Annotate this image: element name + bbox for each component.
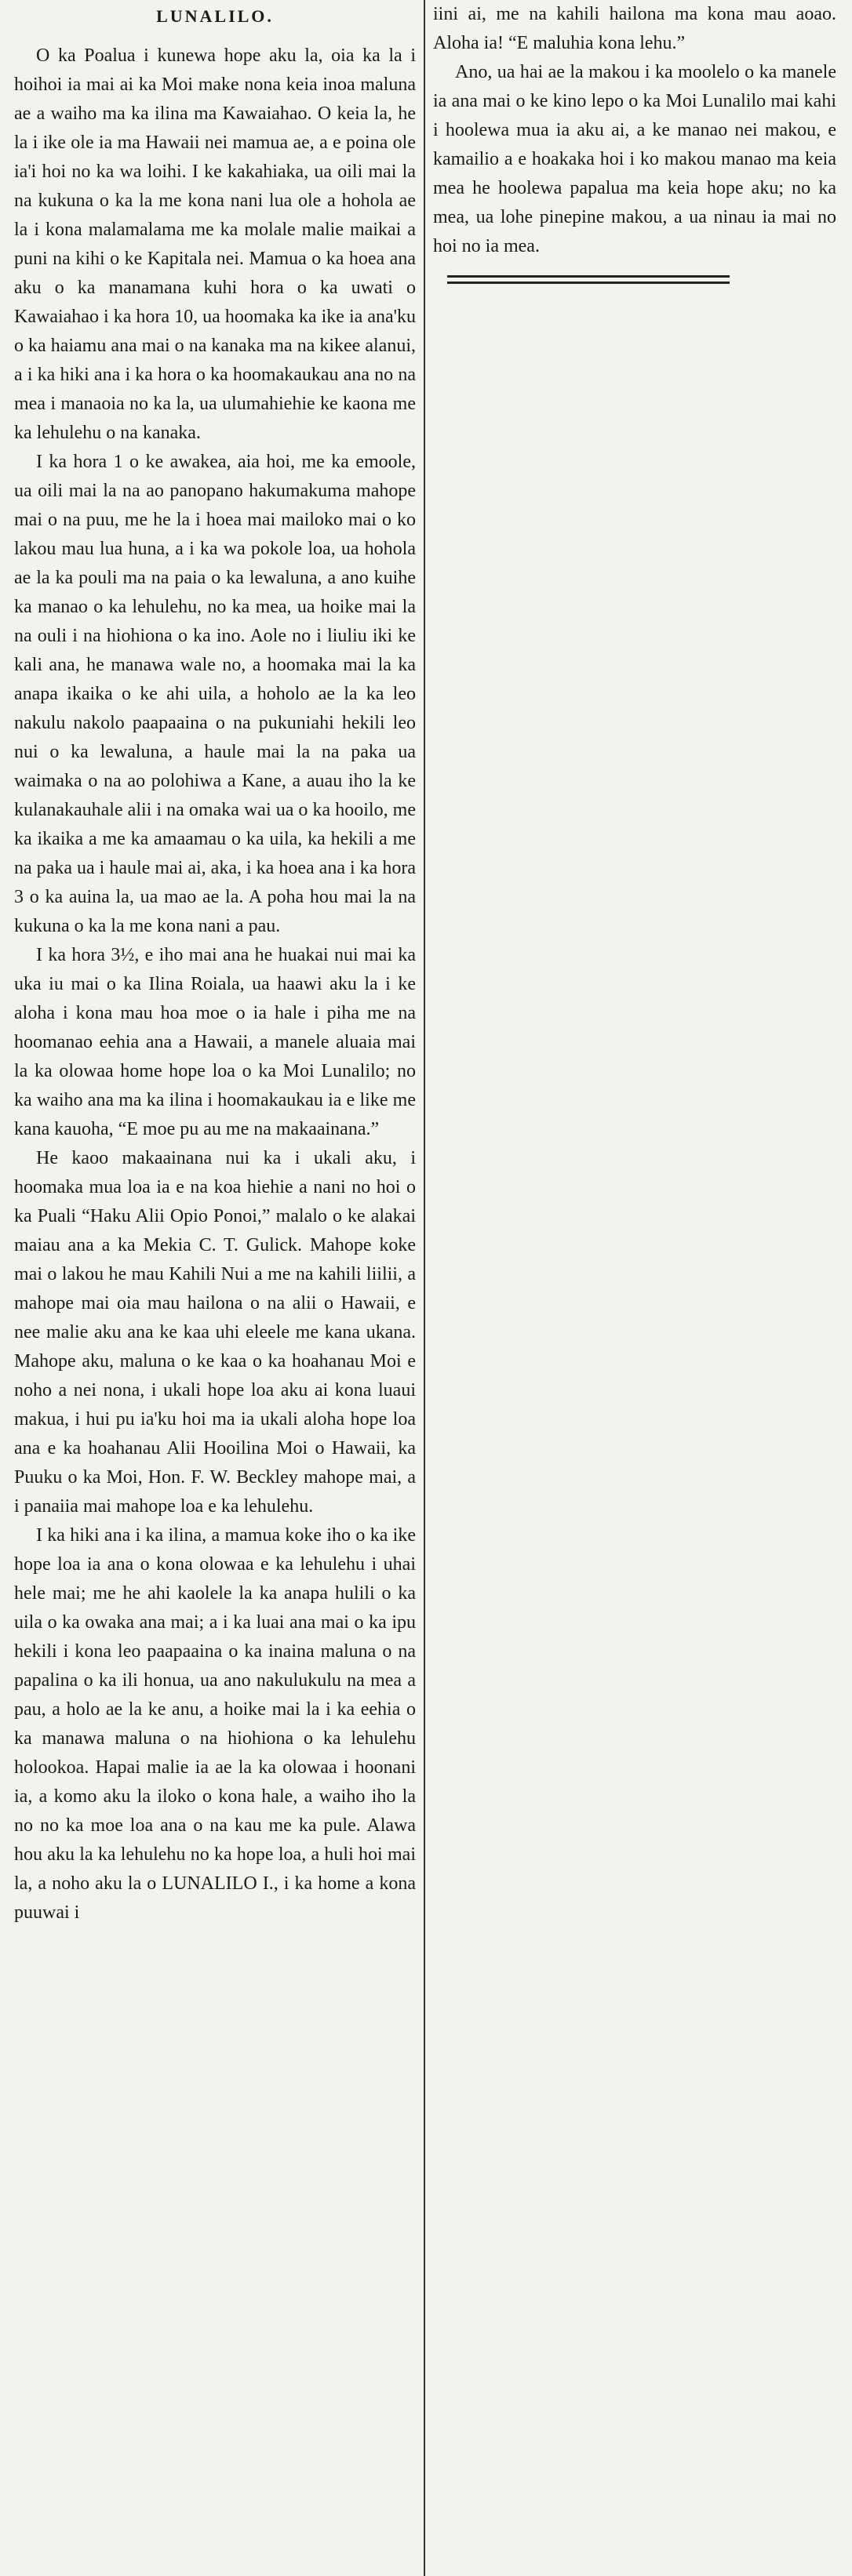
article-paragraph: Ano, ua hai ae la makou i ka moolelo o ka manele ia ana mai o ke kino lepo o ka Moi Lunalilo mai kahi i hoolewa mua ia aku ai, a ke manao nei makou, e kamailio a e hoakaka hoi i ko makou manao ma keia mea he hoolewa papalua ma keia hope aku; no ka mea, ua lohe pinepine makou, a ua ninau ia mai no hoi no ia mea.: [433, 62, 836, 256]
article-paragraph: I ka hiki ana i ka ilina, a mamua koke iho o ka ike hope loa ia ana o kona olowaa e ka lehulehu i uhai hele mai; me he ahi kaolele la ka anapa hulili o ka uila o ka owaka ana mai; a i ka luai ana mai o ka ipu hekili i kona leo paapaaina o ka inaina maluna o na papalina o ka ili honua, ua ano nakulukulu na mea a pau, a holo ae la ke anu, a hoike mai la i ka eehia o ka manawa maluna o na hiohiona o ka lehulehu holookoa. Hapai malie ia ae la ka olowaa i hoonani ia, a komo aku la iloko o kona hale, a waiho iho la no no ka moe loa ana o na kau me ka pule. Alawa hou aku la ka lehulehu no ka hope loa, a huli hoi mai la, a noho aku la o LUNALILO I., i ka home a kona puuwai i: [14, 1525, 416, 1923]
end-of-article-rule: [447, 275, 730, 284]
left-column: [14, 0, 416, 2576]
right-column: [433, 0, 836, 288]
rule-line-bottom: [447, 282, 730, 284]
article-paragraph: O ka Poalua i kunewa hope aku la, oia ka la i hoihoi ia mai ai ka Moi make nona keia inoa maluna ae a waiho ma ka ilina ma Kawaiahao. O keia la, he la i ike ole ia ma Hawaii nei mamua ae, a e poina ole ia'i hoi no ka wa loihi. I ke kakahiaka, ua oili mai la na kukuna o ka la me kona nani lua ole a hohola ae la i kona malamalama me ka molale malie maikai a puni na kihi o ke Kapitala nei. Mamua o ka hoea ana aku o ka manamana kuhi hora o ka uwati o Kawaiahao i ka hora 10, ua hoomaka ka ike ia ana'ku o ka haiamu ana mai o na kanaka ma na kikee alanui, a i ka hiki ana i ka hora o ka hoomakaukau ana no na mea i manaoia no ka la, ua ulumahiehie ke kaona me ka lehulehu o na kanaka.: [14, 45, 416, 443]
column-divider: [424, 0, 425, 2576]
rule-line-top: [447, 275, 730, 278]
article-paragraph: I ka hora 1 o ke awakea, aia hoi, me ka emoole, ua oili mai la na ao panopano hakumakuma mahope mai o na puu, me he la i hoea mai mailoko mai o ko lakou mau lua huna, a i ka wa pokole loa, ua hohola ae la ka pouli ma na paia o ka lewaluna, a ano kuihe ka manao o ka lehulehu, no ka mea, ua hoike mai la na ouli i na hiohiona o ka ino. Aole no i liuliu iki ke kali ana, he manawa wale no, a hoomaka mai la ka anapa ikaika o ke ahi uila, a hoholo ae la ka leo nakulu nakolo paapaaina o na pukuniahi hekili leo nui o ka lewaluna, a haule mai la na paka ua waimaka o na ao polohiwa a Kane, a auau iho la ke kulanakauhale alii i na omaka wai ua o ka hooilo, me ka ikaika a me ka amaamau o ka uila, ka hekili a me na paka ua i haule mai ai, aka, i ka hoea ana i ka hora 3 o ka auina la, ua mao ae la. A poha hou mai la na kukuna o ka la me kona nani a pau.: [14, 452, 416, 936]
article-title: LUNALILO.: [156, 6, 274, 26]
article-paragraph: I ka hora 3½, e iho mai ana he huakai nui mai ka uka iu mai o ka Ilina Roiala, ua haawi aku la i ke aloha i kona mau hoa moe o ia hale i piha me na hoomanao eehia ana a Hawaii, a manele aluaia mai la ka olowaa home hope loa o ka Moi Lunalilo; no ka waiho ana ma ka ilina i hoomakaukau ia e like me kana kauoha, “E moe pu au me na makaainana.”: [14, 945, 416, 1139]
article-paragraph: He kaoo makaainana nui ka i ukali aku, i hoomaka mua loa ia e na koa hiehie a nani no hoi o ka Puali “Haku Alii Opio Ponoi,” malalo o ke alakai maiau ana a ka Mekia C. T. Gulick. Mahope koke mai o lakou he mau Kahili Nui a me na kahili liilii, a mahope mai oia mau hailona o na alii o Hawaii, e nee malie aku ana ke kaa uhi eleele me kana ukana. Mahope aku, maluna o ke kaa o ka hoahanau Moi e noho a nei nona, i ukali hope loa aku ai kona luaui makua, i hui pu ia'ku hoi ma ia ukali aloha hope loa ana e ka hoahanau Alii Hooilina Moi o Hawaii, ka Puuku o ka Moi, Hon. F. W. Beckley mahope mai, a i panaiia mai mahope loa e ka lehulehu.: [14, 1148, 416, 1517]
article-paragraph-continued: iini ai, me na kahili hailona ma kona mau aoao. Aloha ia! “E maluhia kona lehu.”: [433, 4, 836, 53]
